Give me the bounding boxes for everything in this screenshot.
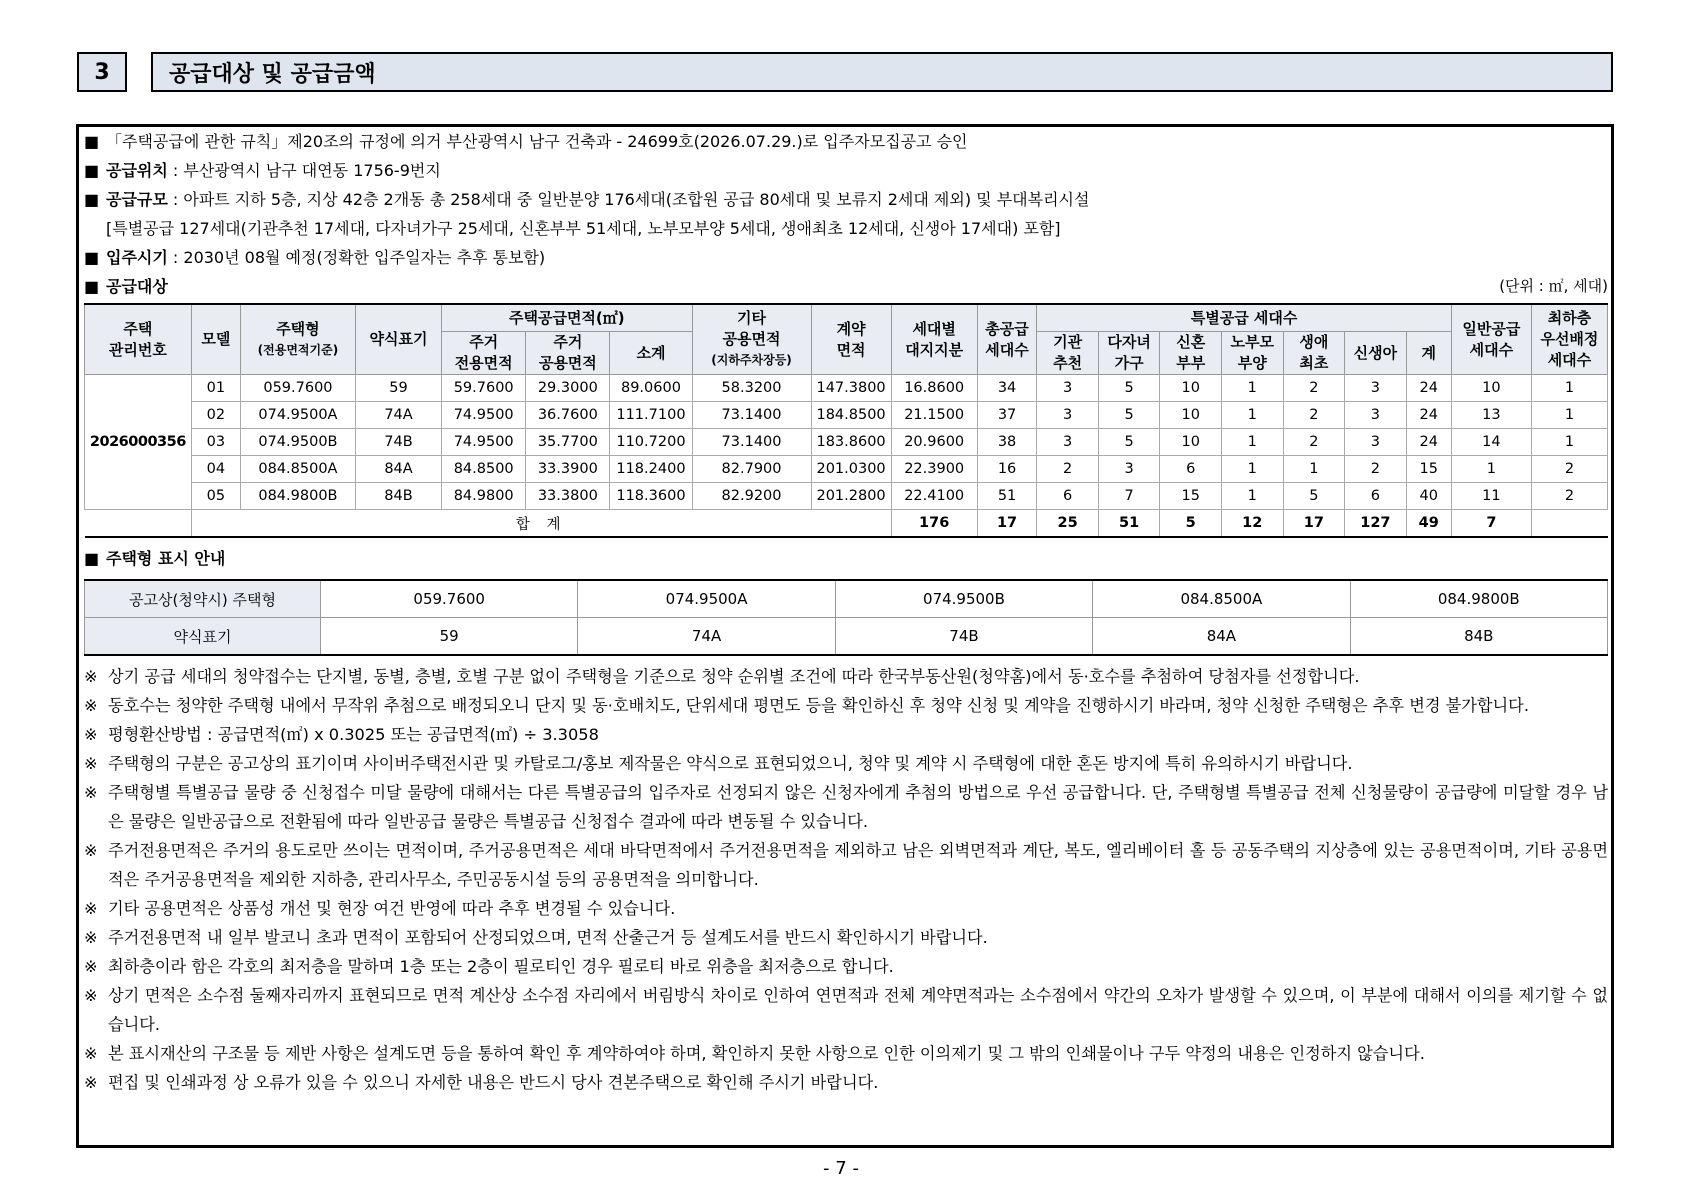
table-cell: 1	[1531, 375, 1607, 402]
th-type: 주택형 (전용면적기준)	[240, 304, 355, 375]
note-item	[84, 981, 1608, 1039]
table-cell: 11	[1451, 483, 1531, 510]
th-first-home: 생애 최초	[1283, 332, 1345, 375]
th-land-share: 세대별 대지지분	[891, 304, 977, 375]
content-box	[76, 124, 1614, 1148]
th-institution: 기관 추천	[1037, 332, 1099, 375]
th-newborn: 신생아	[1345, 332, 1407, 375]
sum-cell: 12	[1221, 510, 1283, 538]
scale-line: ■ 공급규모 : 아파트 지하 5층, 지상 42층 2개동 총 258세대 중 일반분양 176세대(조합원 공급 80세대 및 보류지 2세대 제외) 및 부대복리시설	[84, 190, 1090, 209]
table-row	[85, 483, 1608, 510]
abbr-cell: 74B	[835, 618, 1092, 656]
table-cell: 3	[1345, 375, 1407, 402]
note-item	[84, 720, 1608, 749]
table-cell: 1	[1221, 375, 1283, 402]
table-cell: 2	[1283, 429, 1345, 456]
sum-cell: 25	[1037, 510, 1099, 538]
table-cell: 118.2400	[610, 456, 692, 483]
table-cell: 183.8600	[811, 429, 891, 456]
sum-cell: 176	[891, 510, 977, 538]
note-mark: ※	[84, 725, 98, 744]
table-cell: 6	[1160, 456, 1222, 483]
abbr-cell: 84A	[1093, 618, 1350, 656]
note-text: 상기 면적은 소수점 둘째자리까지 표현되므로 면적 계산상 소수점 자리에서 버림방식 차이로 인하여 연면적과 전체 계약면적과는 소수점에서 약간의 오차가 발생할 수 있으며, 이 부분에 대해서 이의를 제기할 수 없습니다.	[108, 986, 1608, 1034]
note-mark: ※	[84, 783, 98, 802]
table-cell: 38	[977, 429, 1037, 456]
note-mark: ※	[84, 696, 98, 715]
th-special-units: 특별공급 세대수	[1037, 304, 1452, 332]
table-cell: 37	[977, 402, 1037, 429]
note-mark: ※	[84, 957, 98, 976]
table-cell: 15	[1406, 456, 1451, 483]
table-cell: 084.8500A	[240, 456, 355, 483]
table-cell: 118.3600	[610, 483, 692, 510]
abbr-cell: 84B	[1350, 618, 1607, 656]
th-total-units: 총공급 세대수	[977, 304, 1037, 375]
abbr-cell: 74A	[578, 618, 835, 656]
table-cell: 74.9500	[442, 429, 526, 456]
table-cell: 3	[1037, 375, 1099, 402]
supply-table	[84, 303, 1608, 538]
note-mark: ※	[84, 1073, 98, 1092]
table-cell: 74B	[355, 429, 441, 456]
table-cell: 13	[1451, 402, 1531, 429]
table-cell: 82.9200	[692, 483, 811, 510]
table-cell: 10	[1160, 402, 1222, 429]
table-cell: 05	[191, 483, 240, 510]
type-guide-line: ■ 주택형 표시 안내	[84, 549, 226, 568]
note-text: 상기 공급 세대의 청약접수는 단지별, 동별, 층별, 호별 구분 없이 주택형을 기준으로 청약 순위별 조건에 따라 한국부동산원(청약홈)에서 동·호수를 추첨하여 당첨자를 선정합니다.	[108, 667, 1360, 686]
note-item	[84, 691, 1608, 720]
target-line: ■ 공급대상 (단위 : ㎡, 세대)	[84, 272, 1608, 301]
table-cell: 2	[1037, 456, 1099, 483]
table-cell: 3	[1345, 429, 1407, 456]
table-cell: 21.1500	[891, 402, 977, 429]
note-item	[84, 662, 1608, 691]
table-cell: 1	[1531, 402, 1607, 429]
note-text: 편집 및 인쇄과정 상 오류가 있을 수 있으니 자세한 내용은 반드시 당사 견본주택으로 확인해 주시기 바랍니다.	[108, 1073, 879, 1092]
table-cell: 16	[977, 456, 1037, 483]
note-text: 최하층이라 함은 각호의 최저층을 말하며 1층 또는 2층이 필로티인 경우 필로티 바로 위층을 최저층으로 합니다.	[108, 957, 894, 976]
table-cell: 51	[977, 483, 1037, 510]
sum-row	[85, 510, 1608, 538]
table-cell: 33.3800	[526, 483, 610, 510]
table-cell: 01	[191, 375, 240, 402]
movein-line: ■ 입주시기 : 2030년 08월 예정(정확한 입주일자는 추후 통보함)	[84, 248, 546, 267]
type-cell: 074.9500B	[835, 580, 1092, 618]
table-cell: 10	[1160, 375, 1222, 402]
table-cell: 24	[1406, 375, 1451, 402]
table-cell: 5	[1098, 429, 1160, 456]
approval-line: ■ 「주택공급에 관한 규칙」제20조의 규정에 의거 부산광역시 남구 건축과 - 24699호(2026.07.29.)로 입주자모집공고 승인	[84, 132, 968, 151]
note-item	[84, 923, 1608, 952]
location-line: ■ 공급위치 : 부산광역시 남구 대연동 1756-9번지	[84, 161, 441, 180]
table-cell: 184.8500	[811, 402, 891, 429]
table-cell: 074.9500B	[240, 429, 355, 456]
table-cell: 084.9800B	[240, 483, 355, 510]
th-mgmt-no-text: 주택 관리번호	[108, 319, 167, 359]
table-cell: 84B	[355, 483, 441, 510]
table-cell: 6	[1345, 483, 1407, 510]
table-cell: 40	[1406, 483, 1451, 510]
th-multichild: 다자녀 가구	[1098, 332, 1160, 375]
th-model: 모델	[191, 304, 240, 375]
abbr-row	[85, 618, 1608, 656]
table-row	[85, 402, 1608, 429]
table-cell: 73.1400	[692, 402, 811, 429]
note-mark: ※	[84, 899, 98, 918]
note-mark: ※	[84, 928, 98, 947]
table-cell: 5	[1283, 483, 1345, 510]
table-row	[85, 456, 1608, 483]
note-text: 주택형별 특별공급 물량 중 신청접수 미달 물량에 대해서는 다른 특별공급의 입주자로 선정되지 않은 신청자에게 추첨의 방법으로 우선 공급합니다. 단, 주택형별 특별공급 전체 신청물량이 공급량에 미달할 경우 남은 물량은 일반공급으로 전환됨에 따라 일반공급 물량은 특별공급 신청접수 결과에 따라 변동될 수 있습니다.	[108, 783, 1608, 831]
note-text: 주택형의 구분은 공고상의 표기이며 사이버주택전시관 및 카탈로그/홍보 제작물은 약식으로 표현되었으니, 청약 및 계약 시 주택형에 대한 혼돈 방지에 특히 유의하시기 바랍니다.	[108, 754, 1353, 773]
sum-cell: 51	[1098, 510, 1160, 538]
th-other-area: 기타 공용면적 (지하주차장등)	[692, 304, 811, 375]
table-cell: 59.7600	[442, 375, 526, 402]
sum-cell: 5	[1160, 510, 1222, 538]
page-number: - 7 -	[823, 1158, 859, 1179]
th-supply-area: 주택공급면적(㎡)	[442, 304, 692, 332]
note-item	[84, 1068, 1608, 1097]
table-cell: 7	[1098, 483, 1160, 510]
table-cell: 34	[977, 375, 1037, 402]
table-row	[85, 429, 1608, 456]
table-cell: 1	[1221, 483, 1283, 510]
notes-list	[84, 662, 1608, 1097]
sum-cell: 17	[977, 510, 1037, 538]
sum-cell: 7	[1451, 510, 1531, 538]
table-cell: 22.3900	[891, 456, 977, 483]
table-cell: 20.9600	[891, 429, 977, 456]
th-exclusive: 주거 전용면적	[442, 332, 526, 375]
table-cell: 15	[1160, 483, 1222, 510]
table-cell: 3	[1037, 429, 1099, 456]
abbr-row-label: 약식표기	[85, 618, 321, 656]
note-mark: ※	[84, 986, 98, 1005]
sum-cell: 49	[1406, 510, 1451, 538]
table-cell: 10	[1160, 429, 1222, 456]
table-cell: 3	[1098, 456, 1160, 483]
table-cell: 6	[1037, 483, 1099, 510]
th-mgmt-no	[85, 304, 192, 375]
table-cell: 2	[1283, 402, 1345, 429]
note-item	[84, 894, 1608, 923]
table-cell: 5	[1098, 375, 1160, 402]
table-cell: 04	[191, 456, 240, 483]
th-parents: 노부모 부양	[1221, 332, 1283, 375]
table-cell: 58.3200	[692, 375, 811, 402]
note-mark: ※	[84, 841, 98, 860]
abbr-cell: 59	[321, 618, 578, 656]
note-text: 기타 공용면적은 상품성 개선 및 현장 여건 반영에 따라 추후 변경될 수 있습니다.	[108, 899, 676, 918]
note-mark: ※	[84, 754, 98, 773]
table-cell: 147.3800	[811, 375, 891, 402]
table-cell: 1	[1531, 429, 1607, 456]
table-cell: 59	[355, 375, 441, 402]
table-cell: 74A	[355, 402, 441, 429]
note-item	[84, 1039, 1608, 1068]
table-cell: 1	[1283, 456, 1345, 483]
table-cell: 36.7600	[526, 402, 610, 429]
table-cell: 2	[1283, 375, 1345, 402]
table-cell: 111.7100	[610, 402, 692, 429]
note-item	[84, 778, 1608, 836]
table-cell: 24	[1406, 402, 1451, 429]
note-item	[84, 749, 1608, 778]
th-general-units: 일반공급 세대수	[1451, 304, 1531, 375]
type-cell: 059.7600	[321, 580, 578, 618]
scale-line-2: [특별공급 127세대(기관추천 17세대, 다자녀가구 25세대, 신혼부부 51세대, 노부모부양 5세대, 생애최초 12세대, 신생아 17세대) 포함]	[106, 219, 1061, 238]
note-mark: ※	[84, 1044, 98, 1063]
section-title: 공급대상 및 공급금액	[151, 52, 1613, 92]
table-cell: 10	[1451, 375, 1531, 402]
table-cell: 1	[1451, 456, 1531, 483]
type-cell: 084.8500A	[1093, 580, 1350, 618]
table-cell: 82.7900	[692, 456, 811, 483]
sum-blank	[85, 510, 192, 538]
table-cell: 33.3900	[526, 456, 610, 483]
note-text: 주거전용면적은 주거의 용도로만 쓰이는 면적이며, 주거공용면적은 세대 바닥면적에서 주거전용면적을 제외하고 남은 외벽면적과 계단, 복도, 엘리베이터 홀 등 공동주택의 지상층에 있는 공용면적이며, 기타 공용면적은 주거공용면적을 제외한 지하층, 관리사무소, 주민공동시설 등의 공용면적을 의미합니다.	[108, 841, 1608, 889]
sum-label: 합 계	[191, 510, 891, 538]
table-row	[85, 375, 1608, 402]
th-contract-area: 계약 면적	[811, 304, 891, 375]
table-cell: 2	[1345, 456, 1407, 483]
mgmt-no-cell: 2026000356	[85, 375, 192, 510]
th-newlywed: 신혼 부부	[1160, 332, 1222, 375]
th-common: 주거 공용면적	[526, 332, 610, 375]
section-number: 3	[77, 52, 127, 92]
table-cell: 3	[1345, 402, 1407, 429]
table-cell: 3	[1037, 402, 1099, 429]
table-cell: 14	[1451, 429, 1531, 456]
table-cell: 02	[191, 402, 240, 429]
th-lowest-floor: 최하층 우선배정 세대수	[1531, 304, 1607, 375]
table-cell: 29.3000	[526, 375, 610, 402]
note-mark: ※	[84, 667, 98, 686]
table-cell: 201.0300	[811, 456, 891, 483]
table-cell: 74.9500	[442, 402, 526, 429]
type-row	[85, 580, 1608, 618]
table-cell: 059.7600	[240, 375, 355, 402]
table-cell: 1	[1221, 456, 1283, 483]
table-cell: 074.9500A	[240, 402, 355, 429]
note-item	[84, 836, 1608, 894]
th-special-sum: 계	[1406, 332, 1451, 375]
table-cell: 110.7200	[610, 429, 692, 456]
table-cell: 201.2800	[811, 483, 891, 510]
unit-note: (단위 : ㎡, 세대)	[1499, 277, 1608, 295]
table-cell: 73.1400	[692, 429, 811, 456]
note-text: 본 표시재산의 구조물 등 제반 사항은 설계도면 등을 통하여 확인 후 계약하여야 하며, 확인하지 못한 사항으로 인한 이의제기 및 그 밖의 인쇄물이나 구두 약정의 내용은 인정하지 않습니다.	[108, 1044, 1425, 1063]
type-row-label: 공고상(청약시) 주택형	[85, 580, 321, 618]
table-cell: 1	[1221, 402, 1283, 429]
type-cell: 084.9800B	[1350, 580, 1607, 618]
table-cell: 2	[1531, 483, 1607, 510]
table-cell: 5	[1098, 402, 1160, 429]
table-cell: 1	[1221, 429, 1283, 456]
table-cell: 84.9800	[442, 483, 526, 510]
th-abbr: 약식표기	[355, 304, 441, 375]
table-cell: 24	[1406, 429, 1451, 456]
note-item	[84, 952, 1608, 981]
table-cell: 16.8600	[891, 375, 977, 402]
th-subtotal: 소계	[610, 332, 692, 375]
note-text: 주거전용면적 내 일부 발코니 초과 면적이 포함되어 산정되었으며, 면적 산출근거 등 설계도서를 반드시 확인하시기 바랍니다.	[108, 928, 988, 947]
type-guide-table	[84, 579, 1608, 656]
table-cell: 89.0600	[610, 375, 692, 402]
note-text: 동호수는 청약한 주택형 내에서 무작위 추첨으로 배정되오니 단지 및 동·호배치도, 단위세대 평면도 등을 확인하신 후 청약 신청 및 계약을 진행하시기 바라며, 청약 신청한 주택형은 추후 변경 불가합니다.	[108, 696, 1529, 715]
type-cell: 074.9500A	[578, 580, 835, 618]
table-cell: 03	[191, 429, 240, 456]
note-text: 평형환산방법 : 공급면적(㎡) x 0.3025 또는 공급면적(㎡) ÷ 3.3058	[108, 725, 599, 744]
table-cell: 84A	[355, 456, 441, 483]
sum-cell: 127	[1345, 510, 1407, 538]
table-cell: 84.8500	[442, 456, 526, 483]
sum-cell: 17	[1283, 510, 1345, 538]
table-cell: 2	[1531, 456, 1607, 483]
table-cell: 22.4100	[891, 483, 977, 510]
table-cell: 35.7700	[526, 429, 610, 456]
